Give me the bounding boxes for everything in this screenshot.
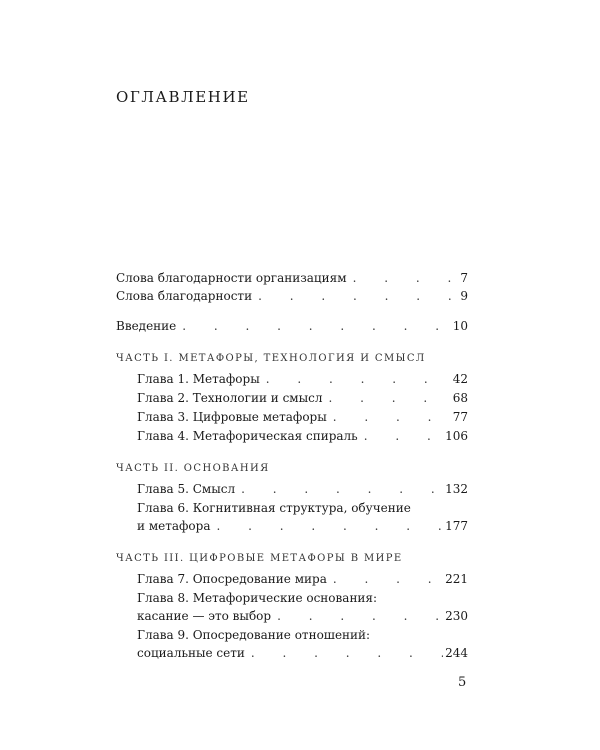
toc-entry-page: 230	[445, 609, 468, 623]
toc-entry-title: социальные сети	[137, 646, 245, 660]
toc-entry-title-line1: Глава 8. Метафорические основания:	[137, 591, 378, 605]
toc-entry-chapter-4[interactable]	[116, 428, 468, 444]
toc-entry-page: 77	[452, 410, 468, 424]
toc-entry-title: Глава 2. Технологии и смысл	[137, 391, 323, 405]
toc-entry-page: 7	[460, 271, 468, 285]
toc-entry-page: 177	[445, 519, 468, 533]
leader-dots	[333, 571, 443, 587]
page-number: 5	[458, 675, 467, 690]
toc-entry-page: 244	[445, 646, 468, 660]
toc-entry-chapter-3[interactable]	[116, 409, 468, 425]
toc-entry-title: Слова благодарности организациям	[116, 271, 347, 285]
toc-entry-title: Глава 7. Опосредование мира	[137, 572, 327, 586]
leader-dots	[217, 518, 444, 534]
leader-dots	[353, 270, 459, 286]
toc-entry-title: Глава 1. Метафоры	[137, 372, 260, 386]
part-heading-1: ЧАСТЬ I. МЕТАФОРЫ, ТЕХНОЛОГИЯ И СМЫСЛ	[116, 353, 426, 364]
toc-entry-title: и метафора	[137, 519, 211, 533]
toc-entry-title: Глава 3. Цифровые метафоры	[137, 410, 327, 424]
leader-dots	[277, 608, 443, 624]
toc-entry-acknowledgements-orgs[interactable]	[116, 270, 468, 286]
toc-entry-page: 10	[452, 319, 468, 333]
toc-entry-page: 42	[452, 372, 468, 386]
leader-dots	[364, 428, 443, 444]
part-heading-3: ЧАСТЬ III. ЦИФРОВЫЕ МЕТАФОРЫ В МИРЕ	[116, 553, 403, 564]
toc-entry-title: Слова благодарности	[116, 289, 253, 303]
toc-entry-page: 221	[445, 572, 468, 586]
leader-dots	[258, 288, 458, 304]
leader-dots	[241, 481, 443, 497]
toc-entry-chapter-6[interactable]	[116, 500, 468, 534]
toc-entry-title: касание — это выбор	[137, 609, 272, 623]
toc-entry-title: Глава 4. Метафорическая спираль	[137, 429, 358, 443]
part-heading-2: ЧАСТЬ II. ОСНОВАНИЯ	[116, 463, 270, 474]
leader-dots	[182, 318, 450, 334]
toc-entry-title-line1: Глава 9. Опосредование отношений:	[137, 628, 371, 642]
toc-entry-title: Введение	[116, 319, 177, 333]
leader-dots	[333, 409, 451, 425]
leader-dots	[266, 371, 451, 387]
toc-entry-page: 68	[452, 391, 468, 405]
toc-entry-title-line1: Глава 6. Когнитивная структура, обучение	[137, 501, 411, 515]
toc-entry-chapter-5[interactable]	[116, 481, 468, 497]
toc-entry-page: 9	[460, 289, 468, 303]
toc-entry-chapter-7[interactable]	[116, 571, 468, 587]
toc-entry-introduction[interactable]	[116, 318, 468, 334]
toc-entry-page: 132	[445, 482, 468, 496]
contents-heading: ОГЛАВЛЕНИЕ	[116, 88, 250, 106]
toc-entry-chapter-9[interactable]	[116, 627, 468, 661]
leader-dots	[251, 645, 443, 661]
toc-entry-page: 106	[445, 429, 468, 443]
toc-entry-chapter-2[interactable]	[116, 390, 468, 406]
toc-entry-chapter-8[interactable]	[116, 590, 468, 624]
toc-entry-title: Глава 5. Смысл	[137, 482, 236, 496]
leader-dots	[329, 390, 451, 406]
toc-entry-acknowledgements[interactable]	[116, 288, 468, 304]
table-of-contents	[116, 270, 468, 661]
toc-entry-chapter-1[interactable]	[116, 371, 468, 387]
